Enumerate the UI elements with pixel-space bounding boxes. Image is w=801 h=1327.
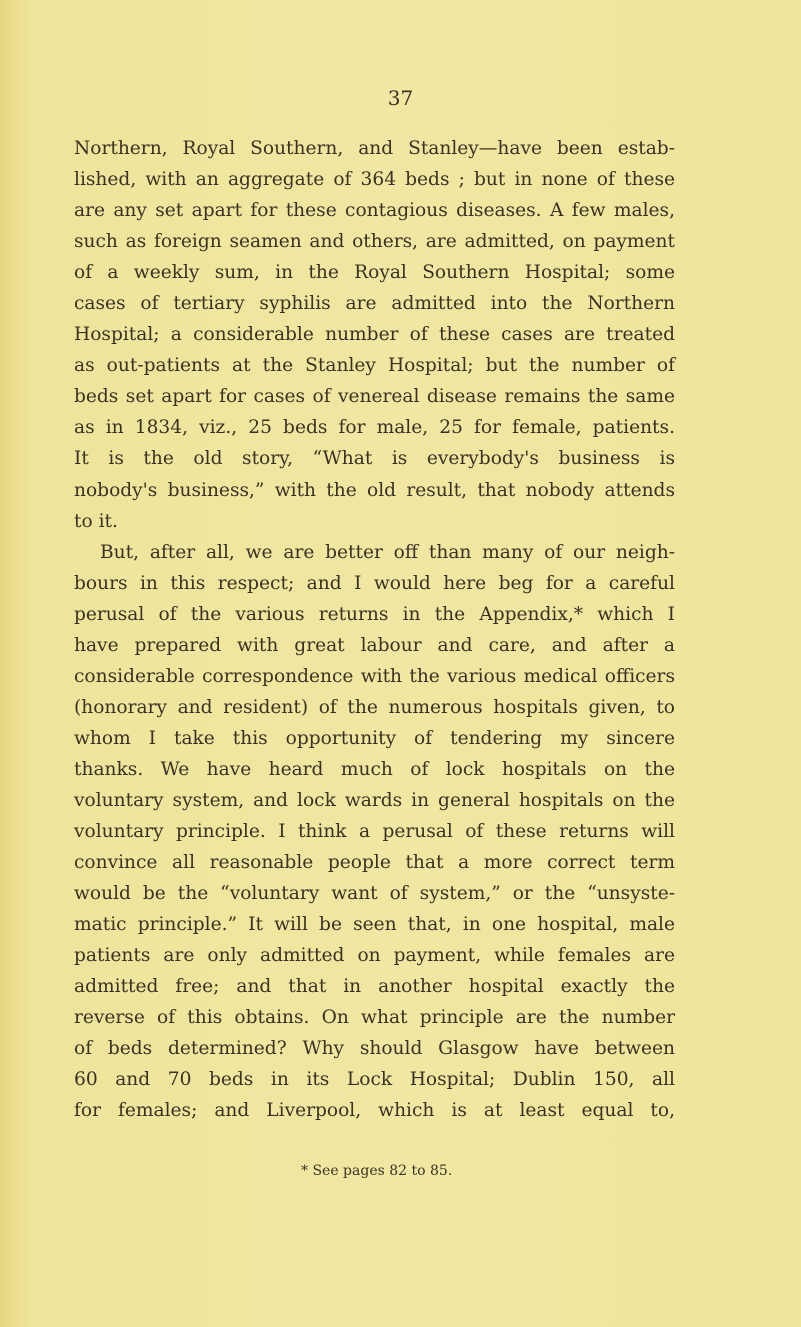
text-line: thanks. We have heard much of lock hospitals on the [74,758,675,780]
text-line: matic principle.” It will be seen that, in one hospital, male [74,914,675,936]
text-line: But, after all, we are better off than many of our neigh- [100,541,675,563]
text-line: of a weekly sum, in the Royal Southern Hospital; some [74,262,675,284]
text-line: voluntary system, and lock wards in general hospitals on the [74,789,675,811]
text-line: for females; and Liverpool, which is at least equal to, [74,1100,675,1122]
text-line: whom I take this opportunity of tendering my sincere [74,727,675,749]
text-line: patients are only admitted on payment, while females are [74,945,675,967]
text-line: bours in this respect; and I would here beg for a careful [74,572,675,594]
text-line: perusal of the various returns in the Appendix,* which I [74,603,675,625]
text-line: considerable correspondence with the various medical officers [74,665,675,687]
text-line: admitted free; and that in another hospital exactly the [74,976,675,998]
page-number: 37 [387,86,414,110]
text-line: beds set apart for cases of venereal disease remains the same [74,386,675,408]
text-line: Hospital; a considerable number of these cases are treated [74,324,675,346]
text-line: of beds determined? Why should Glasgow have between [74,1038,675,1060]
text-line: are any set apart for these contagious diseases. A few males, [74,200,675,222]
text-line: lished, with an aggregate of 364 beds ; but in none of these [74,169,675,191]
text-line: as out-patients at the Stanley Hospital; but the number of [74,355,675,377]
text-line: have prepared with great labour and care, and after a [74,634,675,656]
text-line: It is the old story, “What is everybody's business is [74,448,675,470]
text-line: 60 and 70 beds in its Lock Hospital; Dublin 150, all [74,1069,675,1091]
text-line: voluntary principle. I think a perusal of these returns will [74,821,675,843]
text-line: to it. [74,510,118,532]
text-line: cases of tertiary syphilis are admitted into the Northern [74,293,675,315]
text-line: would be the “voluntary want of system,” or the “unsyste- [74,883,675,905]
text-line: Northern, Royal Southern, and Stanley—have been estab- [74,138,675,159]
text-line: nobody's business,” with the old result, that nobody attends [74,479,675,501]
text-line: convince all reasonable people that a more correct term [74,852,675,874]
text-line: (honorary and resident) of the numerous hospitals given, to [74,696,675,718]
text-line: such as foreign seamen and others, are admitted, on payment [74,231,675,253]
text-line: as in 1834, viz., 25 beds for male, 25 for female, patients. [74,417,675,439]
text-line: reverse of this obtains. On what principle are the number [74,1007,675,1029]
body-text [74,133,675,1127]
footnote: * See pages 82 to 85. [301,1163,453,1179]
